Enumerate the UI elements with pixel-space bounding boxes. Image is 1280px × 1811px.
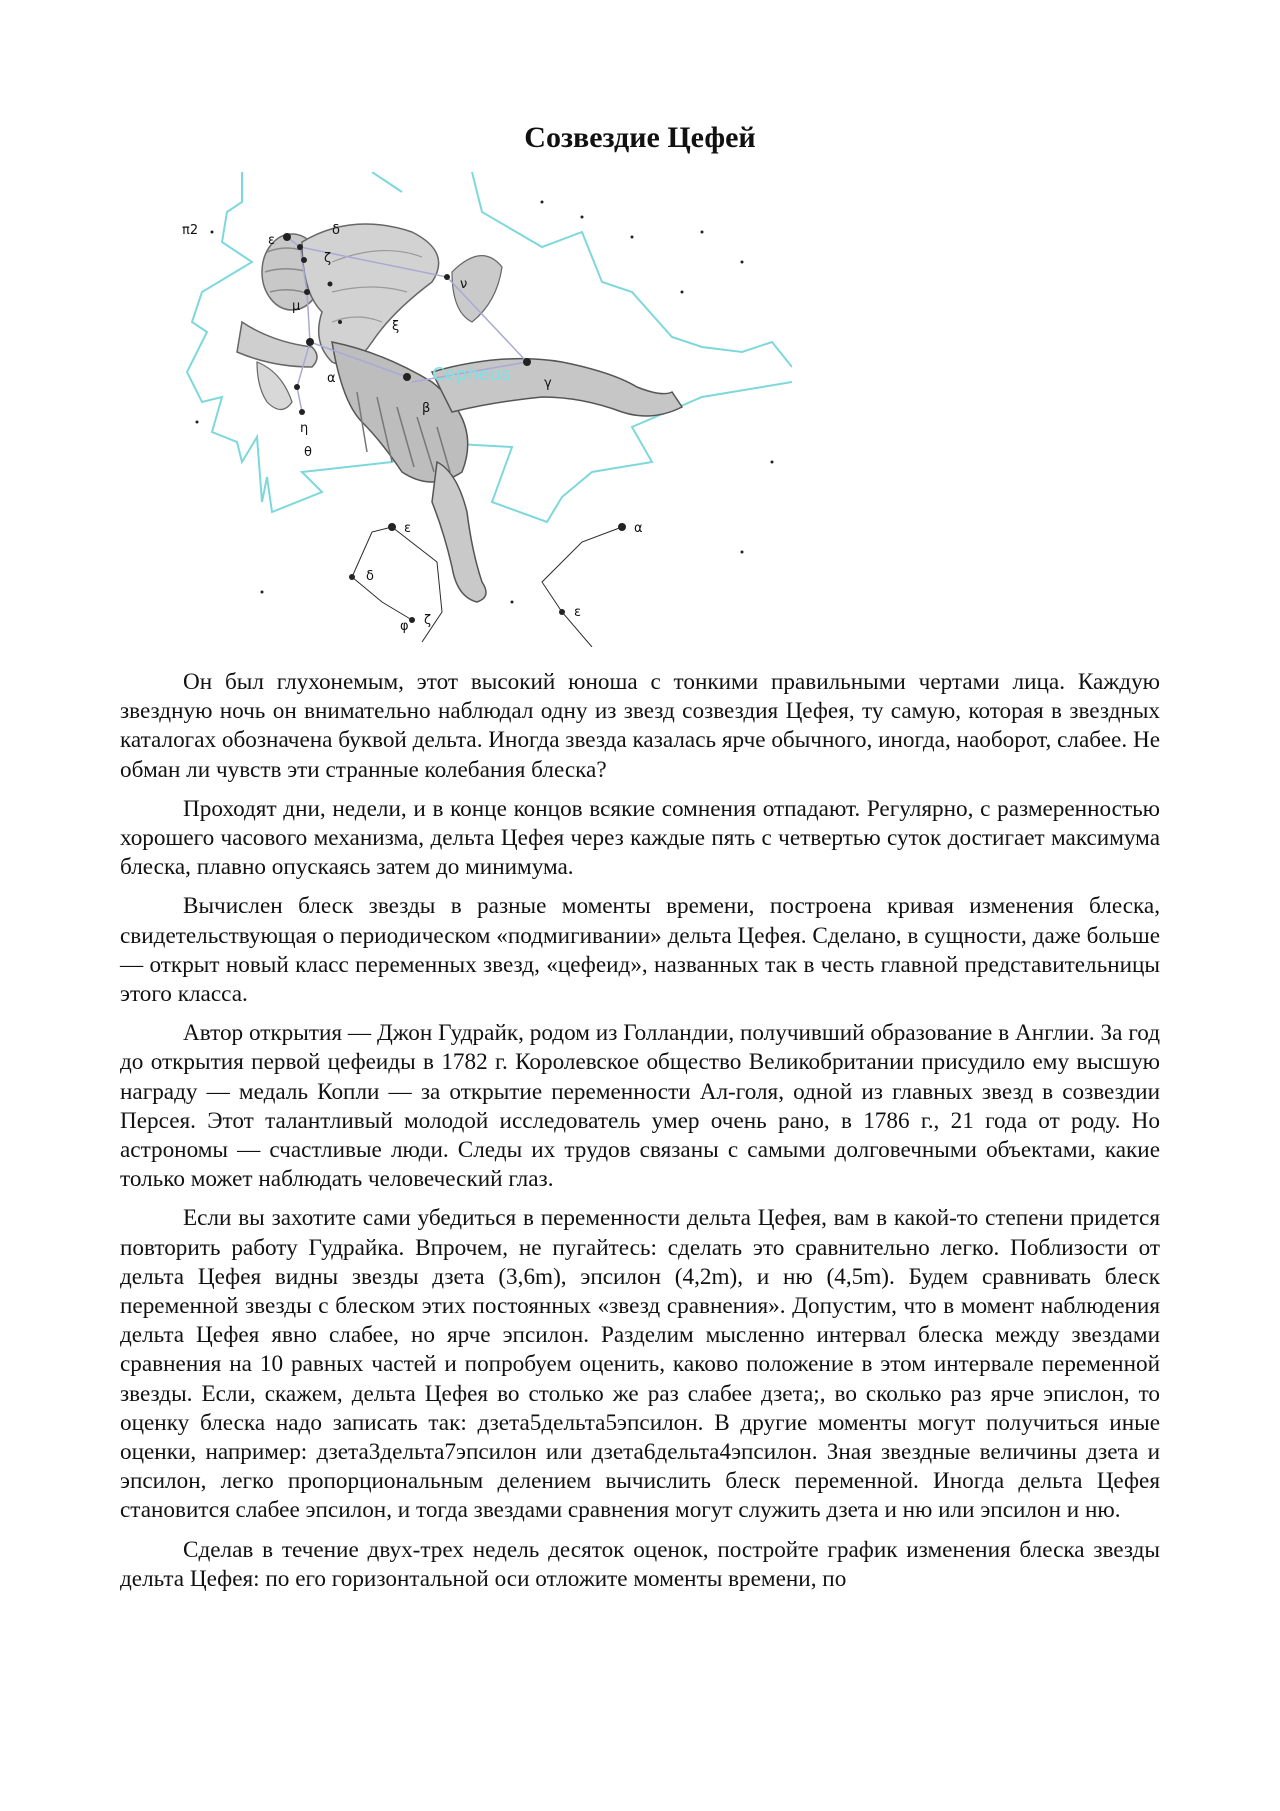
star-label: π2 — [182, 223, 199, 238]
paragraph: Если вы захотите сами убедиться в переменности дельта Цефея, вам в какой-то степени придется повторить работу Гудрайка. Впрочем, не пугайтесь: сделать это сравнительно легко. Поблизости от дельта Цефея видны звезды дзета (3,6m), эпсилон (4,2m), и ню (4,5m). Будем сравнивать блеск переменной звезды с блеском этих постоянных «звезд сравнения». Допустим, что в момент наблюдения дельта Цефея явно слабее, но ярче эпсилон. Разделим мысленно интервал блеска между звездами сравнения на 10 равных частей и попробуем оценить, каково положение в этом интервале переменной звезды. Если, скажем, дельта Цефея во столько же раз слабее дзета;, во сколько раз ярче эпислон, то оценку блеска надо записать так: дзета5дельта5эпсилон. В другие моменты могут получиться иные оценки, например: дзета3дельта7эпсилон или дзета6дельта4эпсилон. Зная звездные величины дзета и эпсилон, легко пропорциональным делением вычислить блеск переменной. Иногда дельта Цефея становится слабее эпсилон, и тогда звездами сравнения могут служить дзета и ню или эпсилон и ню. — [120, 1205, 1160, 1524]
star-label: μ — [292, 299, 301, 314]
paragraph: Автор открытия — Джон Гудрайк, родом из Голландии, получивший образование в Англии. За год до открытия первой цефеиды в 1782 г. Королевское общество Великобритании присудило ему высшую награду — медаль Копли — за открытие переменности Ал-голя, одной из главных звезд в созвездии Персея. Этот талантливый молодой исследователь умер очень рано, в 1786 г., 21 года от роду. Но астрономы — счастливые люди. Следы их трудов связаны с самыми долговечными объектами, какие только может наблюдать человеческий глаз. — [120, 1020, 1160, 1193]
star-label: δ — [332, 223, 340, 238]
star-label: ξ — [392, 319, 400, 334]
star-label: ε — [268, 233, 276, 248]
article-body — [120, 668, 1160, 1604]
paragraph: Сделав в течение двух-трех недель десяток оценок, постройте график изменения блеска звезды дельта Цефея: по его горизонтальной оси отложите моменты времени, по — [120, 1536, 1160, 1592]
star-label: φ — [400, 619, 409, 634]
star-label: ζ — [324, 251, 332, 266]
page-title: Созвездие Цефей — [524, 121, 756, 154]
constellation-chart-svg — [182, 172, 792, 647]
constellation-figure — [182, 172, 792, 647]
star-label: α — [634, 521, 643, 536]
star-label: ε — [574, 605, 582, 620]
star-label: ζ — [424, 613, 432, 628]
star-label: α — [327, 371, 336, 386]
paragraph: Вычислен блеск звезды в разные моменты времени, построена кривая изменения блеска, свидетельствующая о периодическом «подмигивании» дельта Цефея. Сделано, в сущности, даже больше — открыт новый класс переменных звезд, «цефеид», названных так в честь главной представительницы этого класса. — [120, 893, 1160, 1008]
star-label: ε — [404, 521, 412, 536]
constellation-name-label: Cepheus — [432, 364, 511, 385]
paragraph: Проходят дни, недели, и в конце концов всякие сомнения отпадают. Регулярно, с размеренностью хорошего часового механизма, дельта Цефея через каждые пять с четвертью суток достигает максимума блеска, плавно опускаясь затем до минимума. — [120, 795, 1160, 881]
star-label: δ — [366, 569, 374, 584]
star-label: θ — [304, 445, 312, 460]
star-label: ν — [460, 277, 468, 292]
star-label: β — [422, 401, 431, 416]
star-label: γ — [544, 376, 552, 391]
paragraph: Он был глухонемым, этот высокий юноша с тонкими правильными чертами лица. Каждую звездную ночь он внимательно наблюдал одну из звезд созвездия Цефея, ту самую, которая в звездных каталогах обозначена буквой дельта. Иногда звезда казалась ярче обычного, иногда, наоборот, слабее. Не обман ли чувств эти странные колебания блеска? — [120, 669, 1160, 783]
star-label: η — [300, 421, 309, 436]
